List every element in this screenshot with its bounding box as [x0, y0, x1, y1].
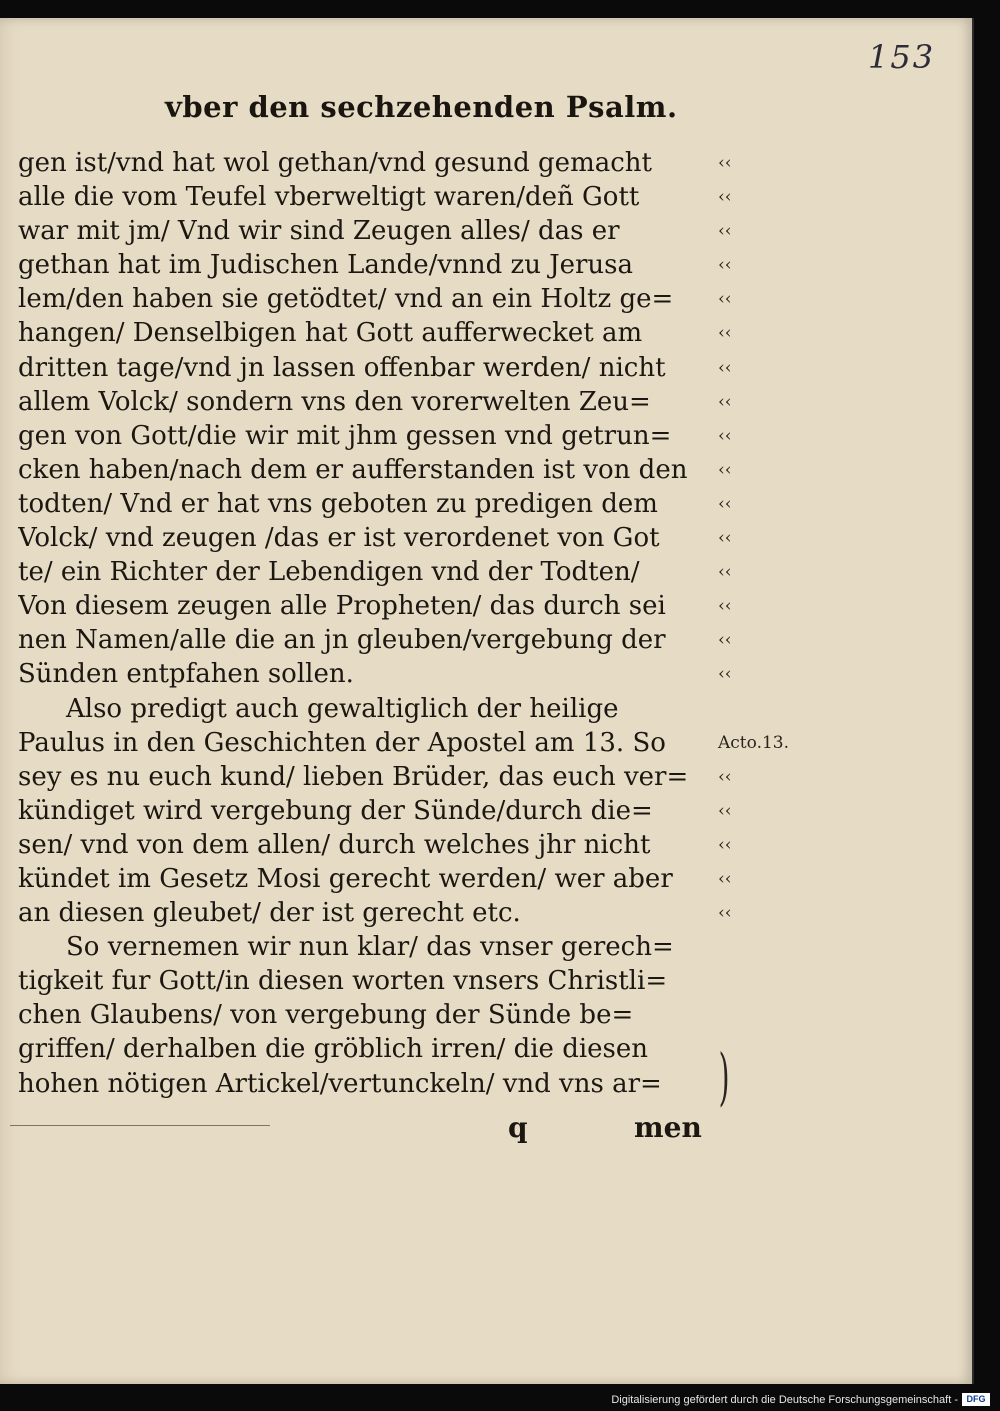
text-line: sey es nu euch kund/ lieben Brüder, das euch ver= — [18, 761, 689, 792]
text-line: hangen/ Denselbigen hat Gott aufferwecket am — [18, 318, 643, 349]
text-line: chen Glaubens/ von vergebung der Sünde be= — [18, 1000, 634, 1031]
margin-notes — [718, 146, 818, 930]
page-number: 153 — [868, 38, 936, 76]
text-line: gen ist/vnd hat wol gethan/vnd gesund gemacht — [18, 148, 652, 178]
text-line: kündet im Gesetz Mosi gerecht werden/ wer aber — [18, 863, 673, 894]
digitization-credit: Digitalisierung gefördert durch die Deutsche Forschungsgemeinschaft - — [611, 1394, 958, 1406]
quote-mark: ‹‹ — [718, 425, 732, 446]
text-line: gen von Gott/die wir mit jhm gessen vnd getrun= — [18, 420, 672, 451]
book-page — [0, 18, 974, 1384]
quote-mark: ‹‹ — [718, 766, 732, 787]
text-line: dritten tage/vnd jn lassen offenbar werden/ nicht — [18, 352, 666, 383]
quote-mark: ‹‹ — [718, 153, 732, 173]
quote-mark: ‹‹ — [718, 800, 732, 821]
text-line: Paulus in den Geschichten der Apostel am 13. So — [18, 727, 666, 758]
text-line: griffen/ derhalben die gröblich irren/ die diesen — [18, 1034, 649, 1065]
signature-mark: q — [508, 1111, 528, 1144]
quote-mark: ‹‹ — [718, 630, 732, 651]
text-line: gethan hat im Judischen Lande/vnnd zu Jerusa — [18, 250, 634, 281]
text-line: lem/den haben sie getödtet/ vnd an ein Holtz ge= — [18, 284, 674, 315]
text-line: Sünden entpfahen sollen. — [18, 659, 354, 690]
paragraph-start-line: Also predigt auch gewaltiglich der heilige — [66, 693, 619, 724]
quote-mark: ‹‹ — [718, 903, 732, 924]
dfg-logo-icon: DFG — [962, 1393, 990, 1406]
quote-mark: ‹‹ — [718, 323, 732, 344]
quote-mark: ‹‹ — [718, 834, 732, 855]
margin-bracket-icon: ) — [718, 1040, 730, 1113]
quote-mark: ‹‹ — [718, 391, 732, 412]
text-line: Von diesem zeugen alle Propheten/ das durch sei — [18, 591, 666, 622]
text-line: nen Namen/alle die an jn gleuben/vergebung der — [18, 625, 666, 656]
text-line: war mit jm/ Vnd wir sind Zeugen alles/ das er — [18, 216, 620, 247]
quote-mark: ‹‹ — [718, 459, 732, 480]
margin-reference: Acto.13. — [718, 732, 790, 753]
quote-mark: ‹‹ — [718, 187, 732, 208]
body-text — [18, 146, 738, 1101]
text-line: kündiget wird vergebung der Sünde/durch die= — [18, 795, 653, 826]
text-line: tigkeit fur Gott/in diesen worten vnsers Christli= — [18, 966, 668, 997]
catchword: men — [634, 1111, 702, 1144]
quote-mark: ‹‹ — [718, 596, 732, 617]
text-line: allem Volck/ sondern vns den vorerwelten Zeu= — [18, 386, 651, 417]
text-line: cken haben/nach dem er aufferstanden ist von den — [18, 454, 688, 485]
quote-mark: ‹‹ — [718, 562, 732, 583]
text-line: todten/ Vnd er hat vns geboten zu predigen dem — [18, 488, 658, 519]
quote-mark: ‹‹ — [718, 664, 732, 685]
quote-mark: ‹‹ — [718, 357, 732, 378]
text-line: sen/ vnd von dem allen/ durch welches jhr nicht — [18, 829, 651, 860]
text-line: Volck/ vnd zeugen /das er ist verordenet von Got — [18, 523, 660, 554]
margin-spacer — [718, 692, 818, 726]
text-line: te/ ein Richter der Lebendigen vnd der Todten/ — [18, 557, 640, 588]
quote-mark: ‹‹ — [718, 255, 732, 276]
quote-mark: ‹‹ — [718, 868, 732, 889]
quote-mark: ‹‹ — [718, 528, 732, 549]
quote-mark: ‹‹ — [718, 493, 732, 514]
text-line: an diesen gleubet/ der ist gerecht etc. — [18, 898, 521, 929]
footer-rule — [10, 1125, 270, 1126]
quote-mark: ‹‹ — [718, 289, 732, 310]
quote-mark: ‹‹ — [718, 221, 732, 242]
running-head: vber den sechzehenden Psalm. — [165, 90, 678, 124]
paragraph-start-line: So vernemen wir nun klar/ das vnser gerech= — [66, 932, 674, 963]
text-line: alle die vom Teufel vberweltigt waren/deñ Gott — [18, 182, 640, 213]
text-line: hohen nötigen Artickel/vertunckeln/ vnd vns ar= — [18, 1068, 662, 1099]
